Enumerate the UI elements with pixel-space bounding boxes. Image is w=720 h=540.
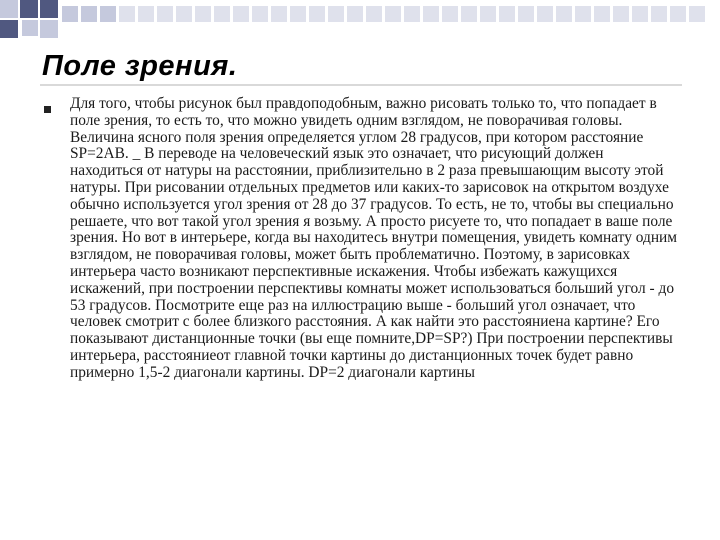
decorative-square: [575, 6, 591, 22]
decorative-square: [119, 6, 135, 22]
decorative-square: [442, 6, 458, 22]
body-paragraph: Для того, чтобы рисунок был правдоподобным, важно рисовать только то, что попадает в поле зрения, то есть то, что можно увидеть одним взглядом, не поворачивая головы. Величина ясного поля зрения определяется углом 28 градусов, при котором расстояние SP=2AB. _ В переводе на человеческий язык это означает, что рисующий должен находиться от натуры на расстоянии, приблизительно в 2 раза превышающим высоту этой натуры. При рисовании отдельных предметов или каких-то зарисовок на открытом воздухе обычно используется угол зрения от 28 до 37 градусов. То есть, не то, чтобы вы специально решаете, что вот такой угол зрения я возьму. А просто рисуете то, что попадает в ваше поле зрения. Но вот в интерьере, когда вы находитесь внутри помещения, увидеть комнату одним взглядом, не поворачивая головы, может быть проблематично. Поэтому, в зарисовках интерьера часто возникают перспективные искажения. Чтобы избежать кажущихся искажений, при построении перспективы комнаты может использоваться больший угол - до 53 градусов. Посмотрите еще раз на иллюстрацию выше - больший угол означает, что человек смотрит с более близкого расстояния. А как найти это расстояниена картине? Его показывают дистанционные точки (вы еще помните,DP=SP?) При построении перспективы интерьера, расстояниеот главной точки картины до дистанционных точек будет равно примерно 1,5-2 диагонали картины. DP=2 диагонали картины: [70, 95, 678, 381]
decorative-square: [385, 6, 401, 22]
decorative-square: [157, 6, 173, 22]
decorative-square: [290, 6, 306, 22]
decorative-square: [366, 6, 382, 22]
decorative-square: [594, 6, 610, 22]
decorative-square: [670, 6, 686, 22]
decorative-square: [22, 20, 38, 36]
decorative-square: [632, 6, 648, 22]
decorative-squares-banner: [0, 0, 720, 44]
decorative-square: [138, 6, 154, 22]
decorative-square: [613, 6, 629, 22]
decorative-square: [689, 6, 705, 22]
decorative-square: [62, 6, 78, 22]
decorative-square: [100, 6, 116, 22]
decorative-square: [176, 6, 192, 22]
decorative-square: [423, 6, 439, 22]
decorative-square: [499, 6, 515, 22]
decorative-square: [195, 6, 211, 22]
decorative-square: [2, 2, 16, 16]
decorative-square: [556, 6, 572, 22]
decorative-square: [40, 20, 58, 38]
slide-title: Поле зрения.: [42, 50, 238, 82]
decorative-square: [271, 6, 287, 22]
title-divider: [40, 84, 682, 86]
decorative-square: [537, 6, 553, 22]
decorative-square: [40, 0, 58, 18]
decorative-square: [480, 6, 496, 22]
decorative-square: [309, 6, 325, 22]
decorative-square: [518, 6, 534, 22]
decorative-square: [20, 0, 38, 18]
decorative-square: [651, 6, 667, 22]
decorative-square: [0, 20, 18, 38]
decorative-square: [328, 6, 344, 22]
decorative-square: [233, 6, 249, 22]
square-bullet-icon: [44, 106, 51, 113]
decorative-square: [252, 6, 268, 22]
decorative-square: [81, 6, 97, 22]
decorative-square: [214, 6, 230, 22]
decorative-square: [404, 6, 420, 22]
decorative-square: [347, 6, 363, 22]
decorative-square: [461, 6, 477, 22]
